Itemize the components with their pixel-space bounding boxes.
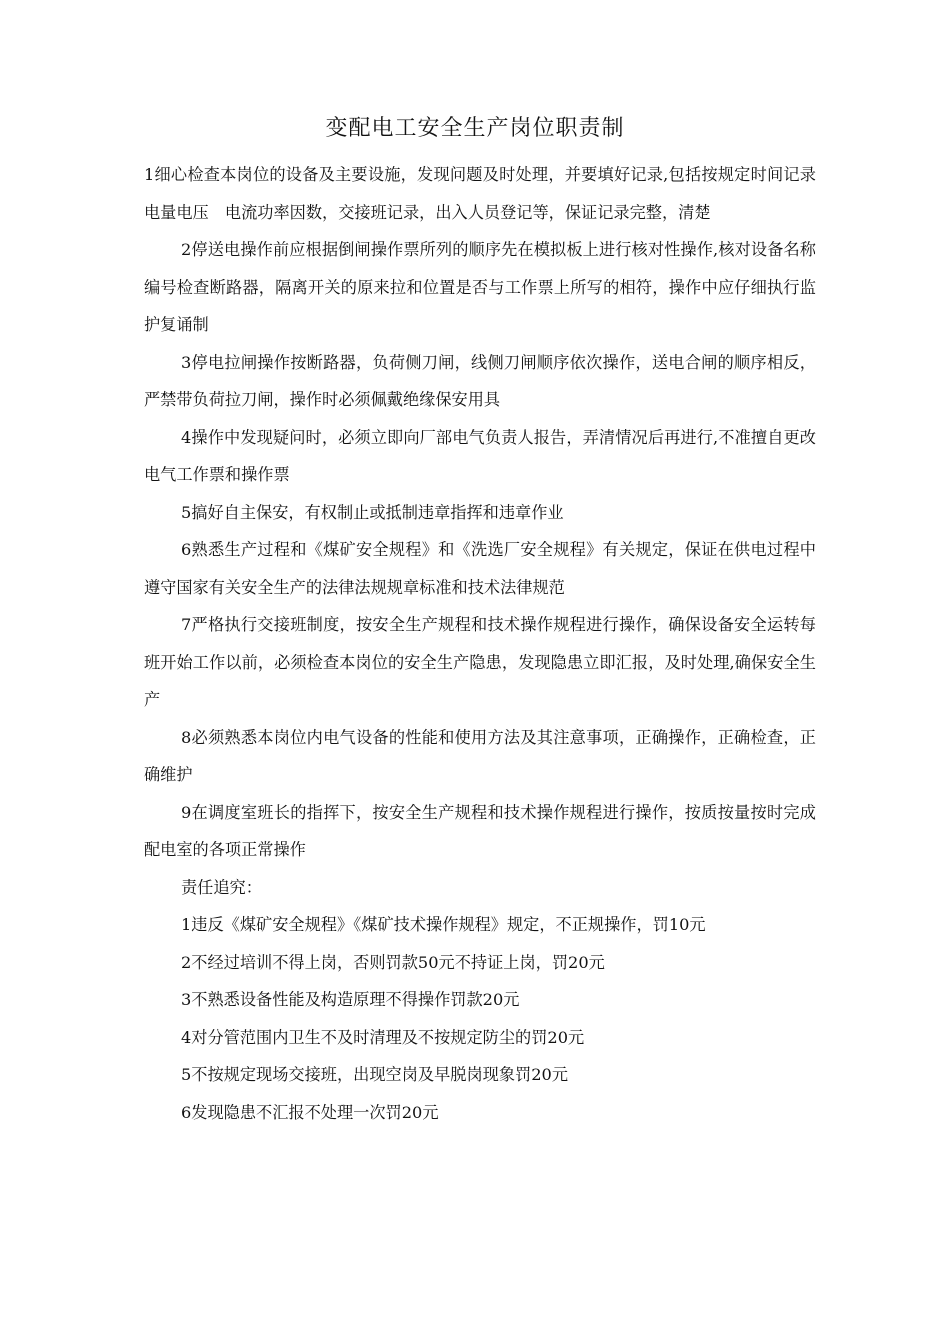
duty-paragraph-7: 7严格执行交接班制度，按安全生产规程和技术操作规程进行操作，确保设备安全运转每班开始工作以前，必须检查本岗位的安全生产隐患，发现隐患立即汇报，及时处理,确保安全生产 (144, 615, 816, 709)
penalty-item-1: 1违反《煤矿安全规程》《煤矿技术操作规程》规定，不正规操作，罚10元 (181, 915, 706, 934)
duty-paragraph-2: 2停送电操作前应根据倒闸操作票所列的顺序先在模拟板上进行核对性操作,核对设备名称编号检查断路器，隔离开关的原来拉和位置是否与工作票上所写的相符，操作中应仔细执行监护复诵制 (144, 240, 816, 334)
accountability-heading: 责任追究： (181, 877, 262, 897)
document-title: 变配电工安全生产岗位职责制 (325, 116, 625, 141)
penalty-item-3: 3不熟悉设备性能及构造原理不得操作罚款20元 (181, 990, 520, 1009)
duty-paragraph-8: 8必须熟悉本岗位内电气设备的性能和使用方法及其注意事项，正确操作，正确检查，正确维护 (144, 727, 816, 784)
duty-paragraph-1: 1细心检查本岗位的设备及主要设施，发现问题及时处理，并要填好记录,包括按规定时间记录电量电压 电流功率因数，交接班记录，出入人员登记等，保证记录完整，清楚 (144, 165, 816, 222)
document-body (144, 156, 816, 1131)
penalty-item-4: 4对分管范围内卫生不及时清理及不按规定防尘的罚20元 (181, 1027, 585, 1047)
duty-paragraph-5: 5搞好自主保安，有权制止或抵制违章指挥和违章作业 (181, 502, 564, 522)
duty-paragraph-3: 3停电拉闸操作按断路器，负荷侧刀闸，线侧刀闸顺序依次操作，送电合闸的顺序相反，严禁带负荷拉刀闸，操作时必须佩戴绝缘保安用具 (144, 352, 816, 409)
duty-paragraph-6: 6熟悉生产过程和《煤矿安全规程》和《洗选厂安全规程》有关规定，保证在供电过程中遵守国家有关安全生产的法律法规规章标准和技术法律规范 (144, 540, 816, 597)
duty-paragraph-9: 9在调度室班长的指挥下，按安全生产规程和技术操作规程进行操作，按质按量按时完成配电室的各项正常操作 (144, 802, 816, 859)
penalty-item-2: 2不经过培训不得上岗，否则罚款50元不持证上岗，罚20元 (181, 952, 605, 972)
penalty-item-5: 5不按规定现场交接班，出现空岗及早脱岗现象罚20元 (181, 1065, 569, 1084)
duty-paragraph-4: 4操作中发现疑问时，必须立即向厂部电气负责人报告，弄清情况后再进行,不准擅自更改电气工作票和操作票 (144, 427, 816, 484)
penalty-item-6: 6发现隐患不汇报不处理一次罚20元 (181, 1102, 439, 1122)
